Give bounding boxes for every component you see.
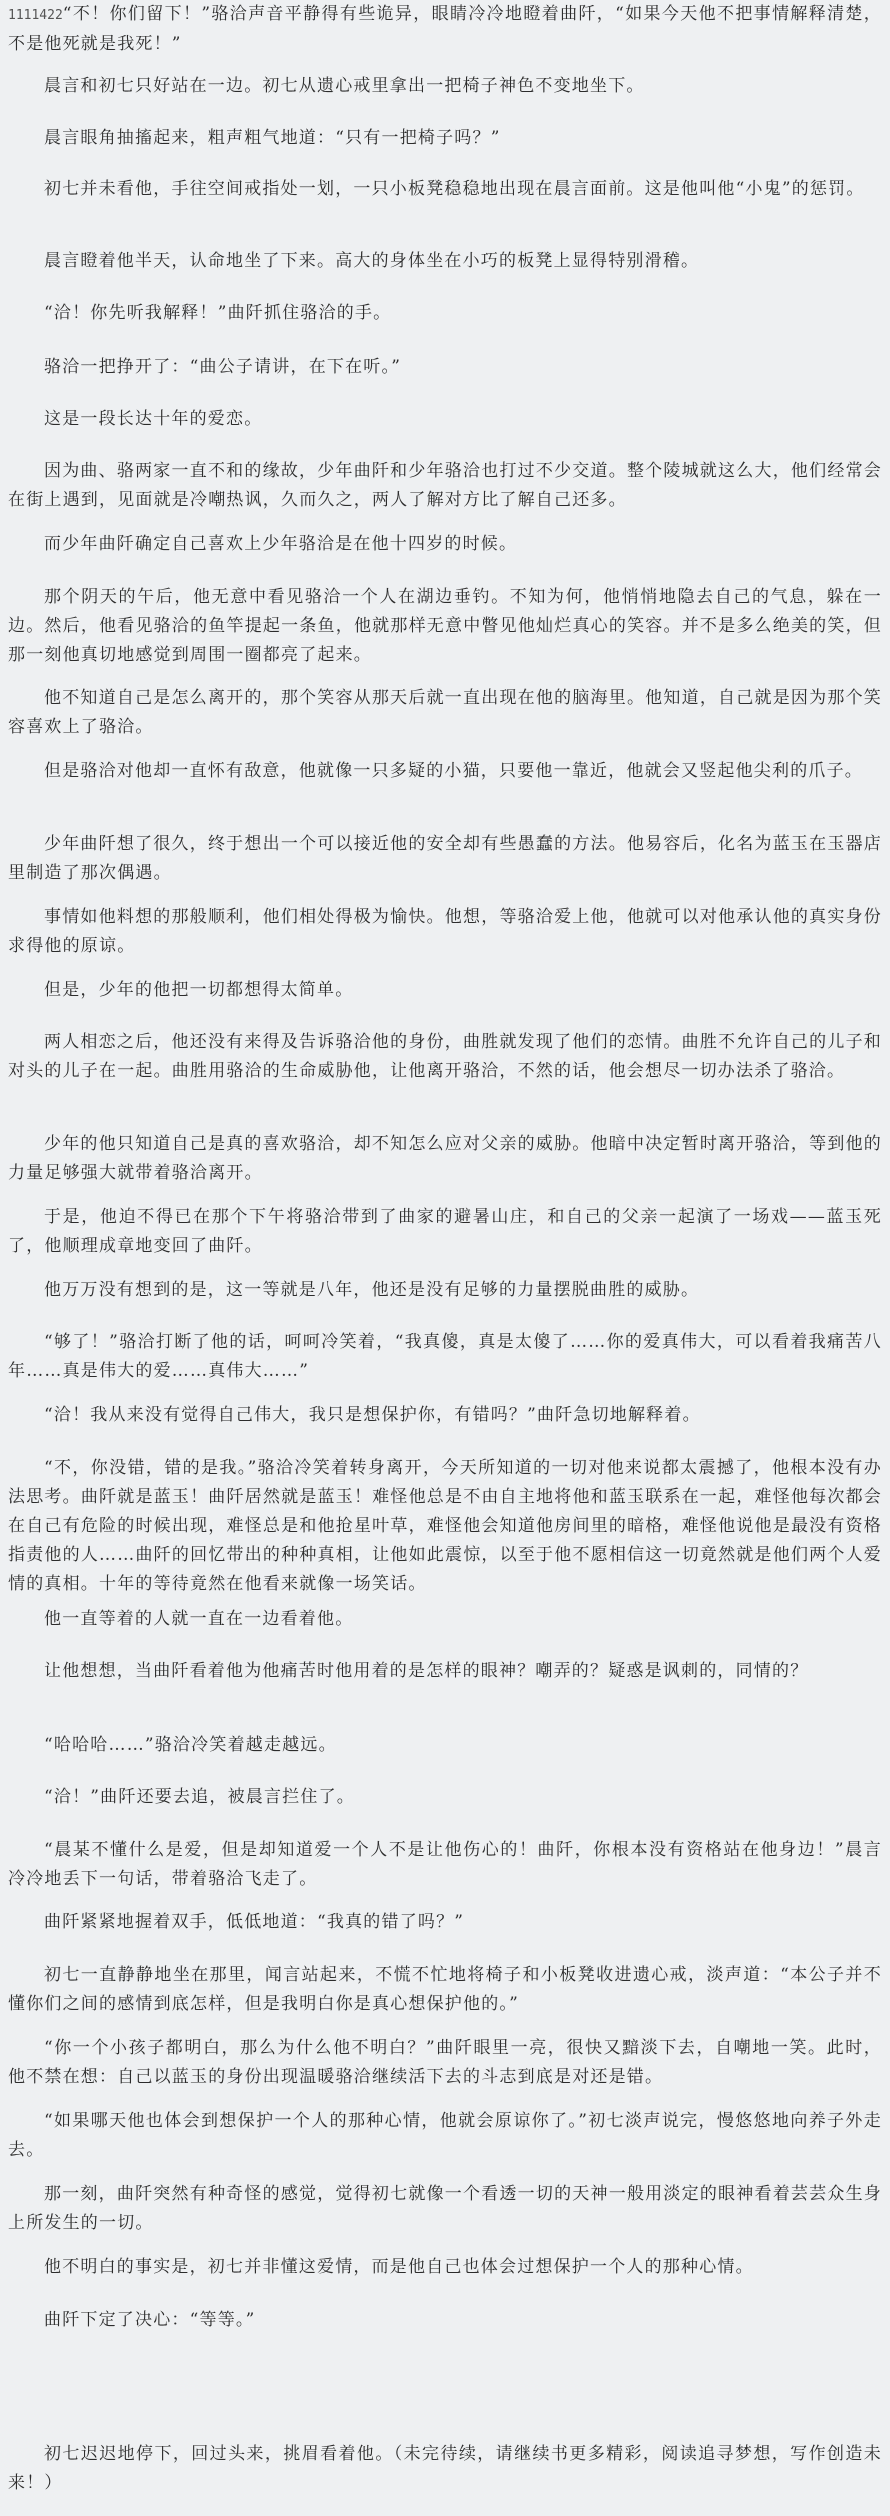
- paragraph-3: 晨言眼角抽搐起来，粗声粗气地道：“只有一把椅子吗？”: [44, 128, 501, 148]
- paragraph-14: 少年曲阡想了很久，终于想出一个可以接近他的安全却有些愚蠢的方法。他易容后，化名为蓝玉在玉器店里制造了那次偶遇。: [8, 834, 882, 883]
- paragraph-4: 初七并未看他，手往空间戒指处一划，一只小板凳稳稳地出现在晨言面前。这是他叫他“小鬼”的惩罚。: [44, 179, 865, 199]
- paragraph-1-text: “不！你们留下！”骆洽声音平静得有些诡异，眼睛冷冷地瞪着曲阡，“如果今天他不把事情解释清楚，不是他死就是我死！”: [8, 4, 882, 54]
- paragraph-18: 少年的他只知道自己是真的喜欢骆洽，却不知怎么应对父亲的威胁。他暗中决定暂时离开骆洽，等到他的力量足够强大就带着骆洽离开。: [8, 1134, 882, 1183]
- paragraph-2: 晨言和初七只好站在一边。初七从遗心戒里拿出一把椅子神色不变地坐下。: [44, 76, 645, 96]
- paragraph-30: 初七一直静静地坐在那里，闻言站起来，不慌不忙地将椅子和小板凳收进遗心戒，淡声道：“本公子并不懂你们之间的感情到底怎样，但是我明白你是真心想保护他的。”: [8, 1965, 882, 2014]
- paragraph-6: “洽！你先听我解释！”曲阡抓住骆洽的手。: [44, 303, 392, 323]
- paragraph-25: 让他想想，当曲阡看着他为他痛苦时他用着的是怎样的眼神？嘲弄的？疑惑是讽刺的，同情的？: [44, 1661, 809, 1681]
- document-id: 1111422: [8, 8, 63, 23]
- paragraph-29: 曲阡紧紧地握着双手，低低地道：“我真的错了吗？”: [44, 1912, 465, 1932]
- paragraph-20: 他万万没有想到的是，这一等就是八年，他还是没有足够的力量摆脱曲胜的威胁。: [44, 1280, 700, 1300]
- paragraph-16: 但是，少年的他把一切都想得太简单。: [44, 980, 354, 1000]
- paragraph-31: “你一个小孩子都明白，那么为什么他不明白？”曲阡眼里一亮，很快又黯淡下去，自嘲地一笑。此时，他不禁在想：自己以蓝玉的身份出现温暖骆洽继续活下去的斗志到底是对还是错。: [8, 2038, 882, 2087]
- paragraph-8: 这是一段长达十年的爱恋。: [44, 409, 263, 429]
- paragraph-11: 那个阴天的午后，他无意中看见骆洽一个人在湖边垂钓。不知为何，他悄悄地隐去自己的气息，躲在一边。然后，他看见骆洽的鱼竿提起一条鱼，他就那样无意中瞥见他灿烂真心的笑容。并不是多么绝美的笑，但那一刻他真切地感觉到周围一圈都亮了起来。: [8, 587, 882, 665]
- paragraph-21: “够了！”骆洽打断了他的话，呵呵冷笑着，“我真傻，真是太傻了……你的爱真伟大，可以看着我痛苦八年……真是伟大的爱……真伟大……”: [8, 1332, 882, 1381]
- paragraph-1: [8, 0, 882, 59]
- paragraph-15: 事情如他料想的那般顺利，他们相处得极为愉快。他想，等骆洽爱上他，他就可以对他承认他的真实身份求得他的原谅。: [8, 907, 882, 956]
- paragraph-27: “洽！”曲阡还要去追，被晨言拦住了。: [44, 1787, 355, 1807]
- paragraph-28: “晨某不懂什么是爱，但是却知道爱一个人不是让他伤心的！曲阡，你根本没有资格站在他身边！”晨言冷冷地丢下一句话，带着骆洽飞走了。: [8, 1840, 882, 1889]
- paragraph-13: 但是骆洽对他却一直怀有敌意，他就像一只多疑的小猫，只要他一靠近，他就会又竖起他尖利的爪子。: [44, 761, 863, 781]
- paragraph-10: 而少年曲阡确定自己喜欢上少年骆洽是在他十四岁的时候。: [44, 534, 518, 554]
- paragraph-5: 晨言瞪着他半天，认命地坐了下来。高大的身体坐在小巧的板凳上显得特别滑稽。: [44, 251, 700, 271]
- paragraph-32: “如果哪天他也体会到想保护一个人的那种心情，他就会原谅你了。”初七淡声说完，慢悠悠地向养子外走去。: [8, 2111, 882, 2160]
- paragraph-19: 于是，他迫不得已在那个下午将骆洽带到了曲家的避暑山庄，和自己的父亲一起演了一场戏——蓝玉死了，他顺理成章地变回了曲阡。: [8, 1207, 882, 1256]
- paragraph-35: 曲阡下定了决心：“等等。”: [44, 2310, 256, 2330]
- paragraph-9: 因为曲、骆两家一直不和的缘故，少年曲阡和少年骆洽也打过不少交道。整个陵城就这么大，他们经常会在街上遇到，见面就是冷嘲热讽，久而久之，两人了解对方比了解自己还多。: [8, 461, 882, 510]
- paragraph-7: 骆洽一把挣开了：“曲公子请讲，在下在听。”: [44, 357, 402, 377]
- paragraph-36: 初七迟迟地停下，回过头来，挑眉看着他。（未完待续，请继续书更多精彩，阅读追寻梦想，写作创造未来！）: [8, 2444, 882, 2493]
- paragraph-23: “不，你没错，错的是我。”骆洽冷笑着转身离开，今天所知道的一切对他来说都太震撼了，他根本没有办法思考。曲阡就是蓝玉！曲阡居然就是蓝玉！难怪他总是不由自主地将他和蓝玉联系在一起，难怪他每次都会在自己有危险的时候出现，难怪总是和他抢星叶草，难怪他会知道他房间里的暗格，难怪他说他是最没有资格指责他的人……曲阡的回忆带出的种种真相，让他如此震惊，以至于他不愿相信这一切竟然就是他们两个人爱情的真相。十年的等待竟然在他看来就像一场笑话。: [8, 1458, 882, 1594]
- paragraph-33: 那一刻，曲阡突然有种奇怪的感觉，觉得初七就像一个看透一切的天神一般用淡定的眼神看着芸芸众生身上所发生的一切。: [8, 2184, 882, 2233]
- paragraph-17: 两人相恋之后，他还没有来得及告诉骆洽他的身份，曲胜就发现了他们的恋情。曲胜不允许自己的儿子和对头的儿子在一起。曲胜用骆洽的生命威胁他，让他离开骆洽，不然的话，他会想尽一切办法杀了骆洽。: [8, 1032, 882, 1081]
- paragraph-26: “哈哈哈……”骆洽冷笑着越走越远。: [44, 1735, 337, 1755]
- paragraph-34: 他不明白的事实是，初七并非懂这爱情，而是他自己也体会过想保护一个人的那种心情。: [44, 2257, 754, 2277]
- paragraph-22: “洽！我从来没有觉得自己伟大，我只是想保护你，有错吗？”曲阡急切地解释着。: [44, 1405, 701, 1425]
- paragraph-12: 他不知道自己是怎么离开的，那个笑容从那天后就一直出现在他的脑海里。他知道，自己就是因为那个笑容喜欢上了骆洽。: [8, 688, 882, 737]
- paragraph-24: 他一直等着的人就一直在一边看着他。: [44, 1609, 354, 1629]
